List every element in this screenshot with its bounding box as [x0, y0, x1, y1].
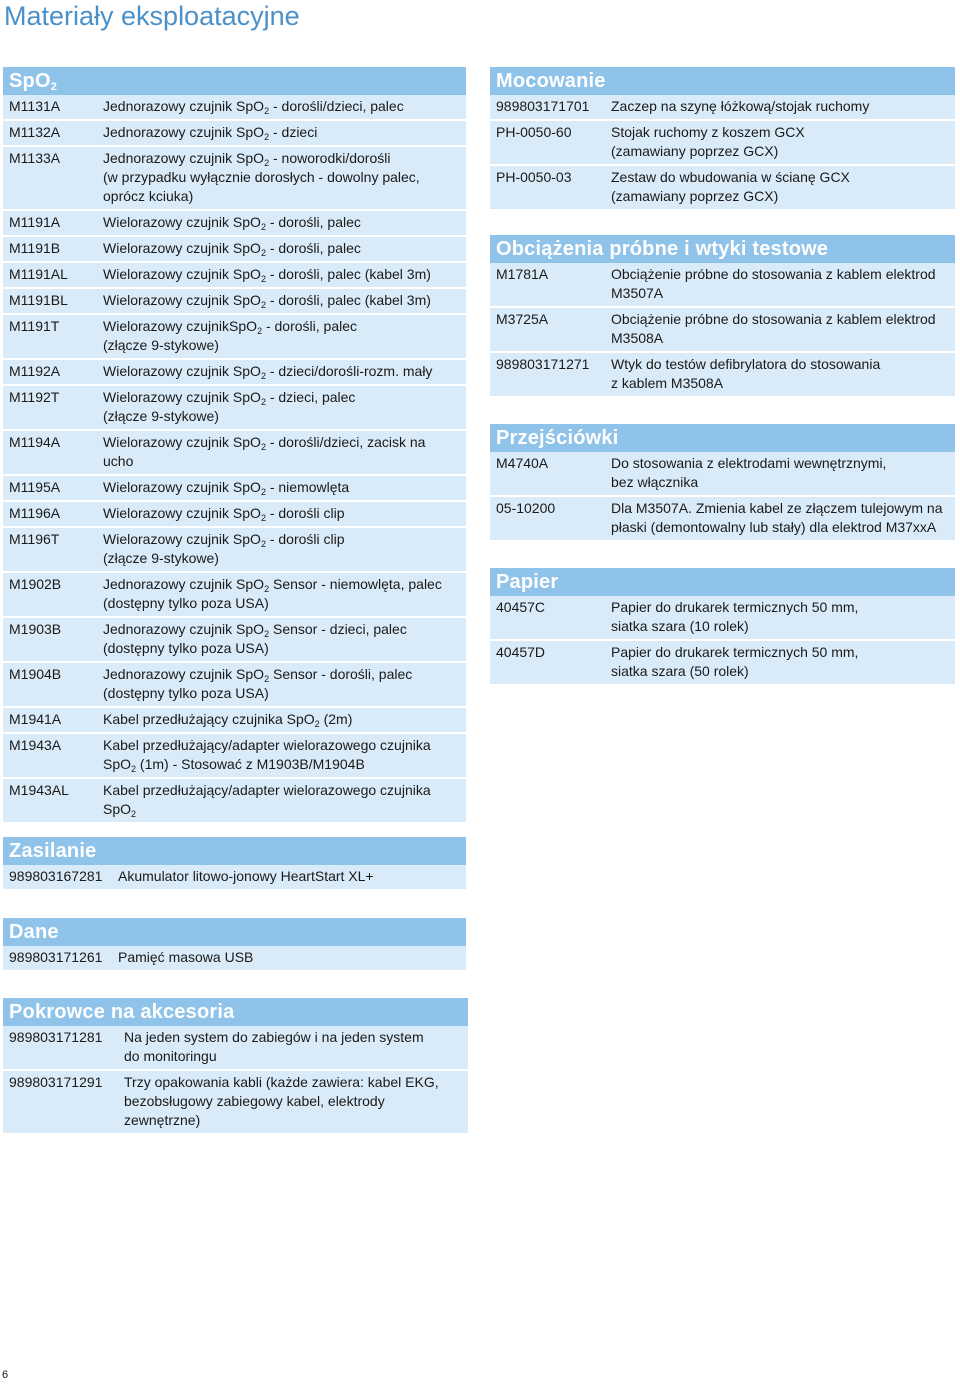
description-line — [103, 265, 460, 284]
item-description — [124, 1028, 468, 1066]
spo2-section — [3, 67, 466, 824]
description-line: (w przypadku wyłącznie dorosłych - dowolny palec, oprócz kciuka) — [103, 169, 420, 204]
table-row — [3, 95, 466, 121]
description-line — [103, 504, 460, 523]
table-row — [3, 1071, 468, 1135]
item-description — [611, 265, 955, 303]
description-text: (2m) — [319, 711, 353, 727]
subscript: 2 — [260, 442, 266, 452]
description-text: Sensor - niemowlęta, palec — [269, 576, 442, 592]
table-row — [3, 618, 466, 663]
description-text: Kabel przedłużający/adapter wielorazowego czujnika — [103, 737, 431, 753]
description-line — [103, 388, 460, 407]
item-code: 05-10200 — [496, 500, 556, 516]
page-number: 6 — [2, 1369, 9, 1381]
item-code: M1904B — [9, 666, 62, 682]
subscript: 2 — [314, 719, 320, 729]
description-text: - dzieci, palec — [265, 389, 356, 405]
description-line: (złącze 9-stykowe) — [103, 550, 219, 566]
description-line — [611, 598, 949, 617]
subscript: 2 — [260, 371, 266, 381]
description-text: Papier do drukarek termicznych 50 mm, — [611, 644, 859, 660]
description-text: - dorośli clip — [265, 505, 345, 521]
description-text: Akumulator litowo-jonowy HeartStart XL+ — [118, 868, 374, 884]
dane-section — [3, 918, 466, 972]
item-code: M1192T — [9, 389, 60, 405]
item-description — [103, 620, 466, 658]
subscript: 2 — [260, 487, 266, 497]
description-line — [103, 362, 460, 381]
item-description — [611, 454, 955, 492]
description-text: Wielorazowy czujnik SpO — [103, 479, 261, 495]
description-line — [611, 454, 949, 473]
description-text: Do stosowania z elektrodami wewnętrznymi, — [611, 455, 887, 471]
przejsciowki-header: Przejściówki — [490, 424, 955, 452]
subscript: 2 — [264, 158, 270, 168]
description-line — [103, 97, 460, 116]
description-line — [103, 710, 460, 729]
description-text: SpO — [103, 756, 132, 772]
item-description — [103, 362, 466, 381]
description-text: - dorośli, palec — [265, 240, 361, 256]
mocowanie-section — [490, 67, 955, 211]
table-row — [490, 95, 955, 121]
table-row — [490, 353, 955, 398]
table-row — [3, 289, 466, 315]
table-row — [3, 315, 466, 360]
description-text: Sensor - dorośli, palec — [269, 666, 413, 682]
description-line — [611, 643, 949, 662]
item-code: 989803167281 — [9, 868, 103, 884]
subscript: 2 — [260, 248, 266, 258]
description-line — [118, 867, 460, 886]
description-line — [103, 291, 460, 310]
table-row — [3, 663, 466, 708]
description-line — [103, 317, 460, 336]
description-text: - dorośli, palec (kabel 3m) — [265, 266, 431, 282]
item-description — [103, 710, 466, 729]
item-description — [103, 433, 466, 471]
description-text: Sensor - dzieci, palec — [269, 621, 407, 637]
item-description — [103, 575, 466, 613]
item-description — [124, 1073, 468, 1130]
description-text: Na jeden system do zabiegów i na jeden system — [124, 1029, 424, 1045]
subscript: 2 — [131, 809, 137, 819]
table-row — [3, 779, 466, 824]
description-text: (1m) - Stosować z M1903B/M1904B — [136, 756, 365, 772]
item-code: M1191T — [9, 318, 60, 334]
table-row — [3, 386, 466, 431]
table-row — [3, 528, 466, 573]
table-row — [3, 502, 466, 528]
item-description — [611, 97, 955, 116]
item-description — [611, 643, 955, 681]
item-code: M1943AL — [9, 782, 69, 798]
item-description — [103, 665, 466, 703]
description-text: SpO — [103, 801, 132, 817]
description-line: (zamawiany poprzez GCX) — [611, 143, 779, 159]
item-description — [103, 291, 466, 310]
table-row — [3, 476, 466, 502]
subscript: 2 — [260, 222, 266, 232]
item-description — [611, 499, 955, 537]
pokrowce-header: Pokrowce na akcesoria — [3, 998, 468, 1026]
item-code: 989803171291 — [9, 1074, 103, 1090]
subscript: 2 — [264, 629, 270, 639]
table-row — [3, 237, 466, 263]
subscript: 2 — [260, 300, 266, 310]
description-text: - dorośli, palec (kabel 3m) — [265, 292, 431, 308]
table-row — [490, 166, 955, 211]
description-line: (dostępny tylko poza USA) — [103, 640, 269, 656]
description-line — [103, 478, 460, 497]
description-text: Wtyk do testów defibrylatora do stosowania — [611, 356, 881, 372]
table-row — [3, 1026, 468, 1071]
description-text: Wielorazowy czujnik SpO — [103, 240, 261, 256]
description-text: - noworodki/dorośli — [269, 150, 391, 166]
description-line: (zamawiany poprzez GCX) — [611, 188, 779, 204]
table-row — [490, 452, 955, 497]
description-text: Jednorazowy czujnik SpO — [103, 150, 265, 166]
description-line — [103, 665, 460, 684]
table-row — [3, 431, 466, 476]
description-text: - dzieci — [269, 124, 318, 140]
table-row — [490, 641, 955, 686]
item-code: M1903B — [9, 621, 62, 637]
description-text: Pamięć masowa USB — [118, 949, 254, 965]
item-description — [103, 123, 466, 142]
description-line — [103, 736, 460, 755]
description-text: Jednorazowy czujnik SpO — [103, 666, 265, 682]
item-description — [103, 97, 466, 116]
item-code: M1191BL — [9, 292, 68, 308]
item-description — [103, 478, 466, 497]
item-code: M1192A — [9, 363, 61, 379]
description-text: Kabel przedłużający/adapter wielorazowego czujnika — [103, 782, 431, 798]
item-code: M1131A — [9, 98, 61, 114]
description-line — [103, 433, 460, 452]
description-line — [103, 530, 460, 549]
description-text: Zaczep na szynę łóżkową/stojak ruchomy — [611, 98, 870, 114]
description-line — [103, 755, 460, 774]
zasilanie-header: Zasilanie — [3, 837, 466, 865]
table-row — [3, 147, 466, 211]
item-description — [103, 317, 466, 355]
zasilanie-section — [3, 837, 466, 891]
item-code: 989803171261 — [9, 949, 103, 965]
subscript: 2 — [260, 539, 266, 549]
item-description — [103, 388, 466, 426]
mocowanie-header: Mocowanie — [490, 67, 955, 95]
description-text: - dorośli clip — [265, 531, 345, 547]
item-description — [103, 149, 466, 206]
item-code: 989803171701 — [496, 98, 590, 114]
description-line: siatka szara (10 rolek) — [611, 618, 749, 634]
item-description — [118, 948, 466, 967]
table-row — [3, 946, 466, 972]
table-row — [490, 308, 955, 353]
item-code: M1191A — [9, 214, 61, 230]
description-line — [103, 781, 460, 800]
description-line — [103, 800, 460, 819]
description-text: Obciążenie próbne do stosowania z kablem elektrod — [611, 311, 936, 327]
description-line: z kablem M3508A — [611, 375, 724, 391]
description-text: Trzy opakowania kabli (każde zawiera: kabel EKG, — [124, 1074, 439, 1090]
subscript: 2 — [131, 764, 137, 774]
table-row — [3, 211, 466, 237]
description-line: (dostępny tylko poza USA) — [103, 685, 269, 701]
item-code: M1902B — [9, 576, 62, 592]
description-text: Wielorazowy czujnik SpO — [103, 266, 261, 282]
item-description — [611, 355, 955, 393]
subscript: 2 — [264, 584, 270, 594]
description-line — [611, 499, 949, 518]
description-line: (złącze 9-stykowe) — [103, 337, 219, 353]
description-text: Dla M3507A. Zmienia kabel ze złączem tulejowym na — [611, 500, 943, 516]
item-code: M1943A — [9, 737, 62, 753]
table-row — [3, 734, 466, 779]
subscript: 2 — [260, 274, 266, 284]
description-line — [103, 213, 460, 232]
table-row — [490, 263, 955, 308]
item-code: M1196A — [9, 505, 61, 521]
item-code: M1133A — [9, 150, 61, 166]
item-code: M1191B — [9, 240, 61, 256]
item-code: 989803171281 — [9, 1029, 103, 1045]
item-code: M1195A — [9, 479, 61, 495]
item-code: M3725A — [496, 311, 549, 327]
description-line — [103, 239, 460, 258]
description-text: Zestaw do wbudowania w ścianę GCX — [611, 169, 850, 185]
description-line — [103, 620, 460, 639]
item-code: M1781A — [496, 266, 549, 282]
description-line: do monitoringu — [124, 1048, 217, 1064]
table-row — [3, 121, 466, 147]
description-text: Wielorazowy czujnik SpO — [103, 363, 261, 379]
description-text: Stojak ruchomy z koszem GCX — [611, 124, 805, 140]
description-text: - dorośli, palec — [265, 214, 361, 230]
item-description — [611, 123, 955, 161]
description-line: M3508A — [611, 330, 664, 346]
description-line — [611, 355, 949, 374]
description-text: Papier do drukarek termicznych 50 mm, — [611, 599, 859, 615]
description-line — [611, 168, 949, 187]
subscript: 2 — [257, 326, 263, 336]
subscript: 2 — [260, 513, 266, 523]
dane-header: Dane — [3, 918, 466, 946]
item-description — [611, 310, 955, 348]
subscript: 2 — [264, 674, 270, 684]
description-line: siatka szara (50 rolek) — [611, 663, 749, 679]
description-line: ucho — [103, 453, 134, 469]
item-code: M1194A — [9, 434, 61, 450]
description-text: Wielorazowy czujnik SpO — [103, 292, 261, 308]
subscript: 2 — [264, 106, 270, 116]
item-description — [118, 867, 466, 886]
description-line — [118, 948, 460, 967]
item-code: M1941A — [9, 711, 62, 727]
description-text: Jednorazowy czujnik SpO — [103, 621, 265, 637]
description-line: bez włącznika — [611, 474, 699, 490]
pokrowce-section — [3, 998, 468, 1135]
papier-header: Papier — [490, 568, 955, 596]
item-code: M4740A — [496, 455, 549, 471]
table-row — [490, 121, 955, 166]
description-text: Kabel przedłużający czujnika SpO — [103, 711, 315, 727]
item-code: 989803171271 — [496, 356, 590, 372]
description-text: Wielorazowy czujnik SpO — [103, 214, 261, 230]
description-text: Wielorazowy czujnikSpO — [103, 318, 258, 334]
table-row — [490, 497, 955, 542]
item-code: M1196T — [9, 531, 60, 547]
item-description — [103, 239, 466, 258]
spo2-header: SpO$_2$ — [3, 67, 466, 95]
description-text: Wielorazowy czujnik SpO — [103, 505, 261, 521]
obciazenia-section — [490, 235, 955, 398]
page-title: Materiały eksploatacyjne — [4, 1, 300, 31]
description-text: Jednorazowy czujnik SpO — [103, 98, 265, 114]
subscript: 2 — [260, 397, 266, 407]
table-row — [3, 708, 466, 734]
item-description — [103, 504, 466, 523]
table-row — [3, 263, 466, 289]
description-line — [124, 1073, 462, 1092]
item-code: M1191AL — [9, 266, 68, 282]
description-text: Wielorazowy czujnik SpO — [103, 531, 261, 547]
description-line — [611, 310, 949, 329]
description-text: Obciążenie próbne do stosowania z kablem elektrod — [611, 266, 936, 282]
item-description — [103, 265, 466, 284]
description-line — [103, 123, 460, 142]
item-description — [611, 168, 955, 206]
description-text: - niemowlęta — [265, 479, 350, 495]
description-line — [611, 265, 949, 284]
description-line — [611, 123, 949, 142]
item-description — [103, 213, 466, 232]
item-code: PH-0050-03 — [496, 169, 572, 185]
item-description — [611, 598, 955, 636]
item-code: 40457C — [496, 599, 546, 615]
description-line: (dostępny tylko poza USA) — [103, 595, 269, 611]
przejsciowki-section — [490, 424, 955, 542]
description-line — [103, 149, 460, 168]
description-line: M3507A — [611, 285, 664, 301]
table-row — [3, 360, 466, 386]
description-line: bezobsługowy zabiegowy kabel, elektrody zewnętrzne) — [124, 1093, 385, 1128]
description-line — [103, 575, 460, 594]
description-text: Wielorazowy czujnik SpO — [103, 434, 261, 450]
item-description — [103, 530, 466, 568]
table-row — [3, 573, 466, 618]
description-text: - dorośli/dzieci, zacisk na — [265, 434, 426, 450]
description-line: (złącze 9-stykowe) — [103, 408, 219, 424]
papier-section — [490, 568, 955, 686]
description-text: Jednorazowy czujnik SpO — [103, 124, 265, 140]
description-text: - dorośli/dzieci, palec — [269, 98, 404, 114]
item-description — [103, 736, 466, 774]
description-text: Wielorazowy czujnik SpO — [103, 389, 261, 405]
item-description — [103, 781, 466, 819]
description-text: Jednorazowy czujnik SpO — [103, 576, 265, 592]
subscript: 2 — [264, 132, 270, 142]
item-code: M1132A — [9, 124, 61, 140]
description-text: - dzieci/dorośli-rozm. mały — [265, 363, 433, 379]
description-line — [124, 1028, 462, 1047]
table-row — [3, 865, 466, 891]
description-line: płaski (demontowalny lub stały) dla elektrod M37xxA — [611, 519, 937, 535]
item-code: 40457D — [496, 644, 546, 660]
description-text: - dorośli, palec — [262, 318, 358, 334]
item-code: PH-0050-60 — [496, 124, 572, 140]
description-line — [611, 97, 949, 116]
table-row — [490, 596, 955, 641]
obciazenia-header: Obciążenia próbne i wtyki testowe — [490, 235, 955, 263]
